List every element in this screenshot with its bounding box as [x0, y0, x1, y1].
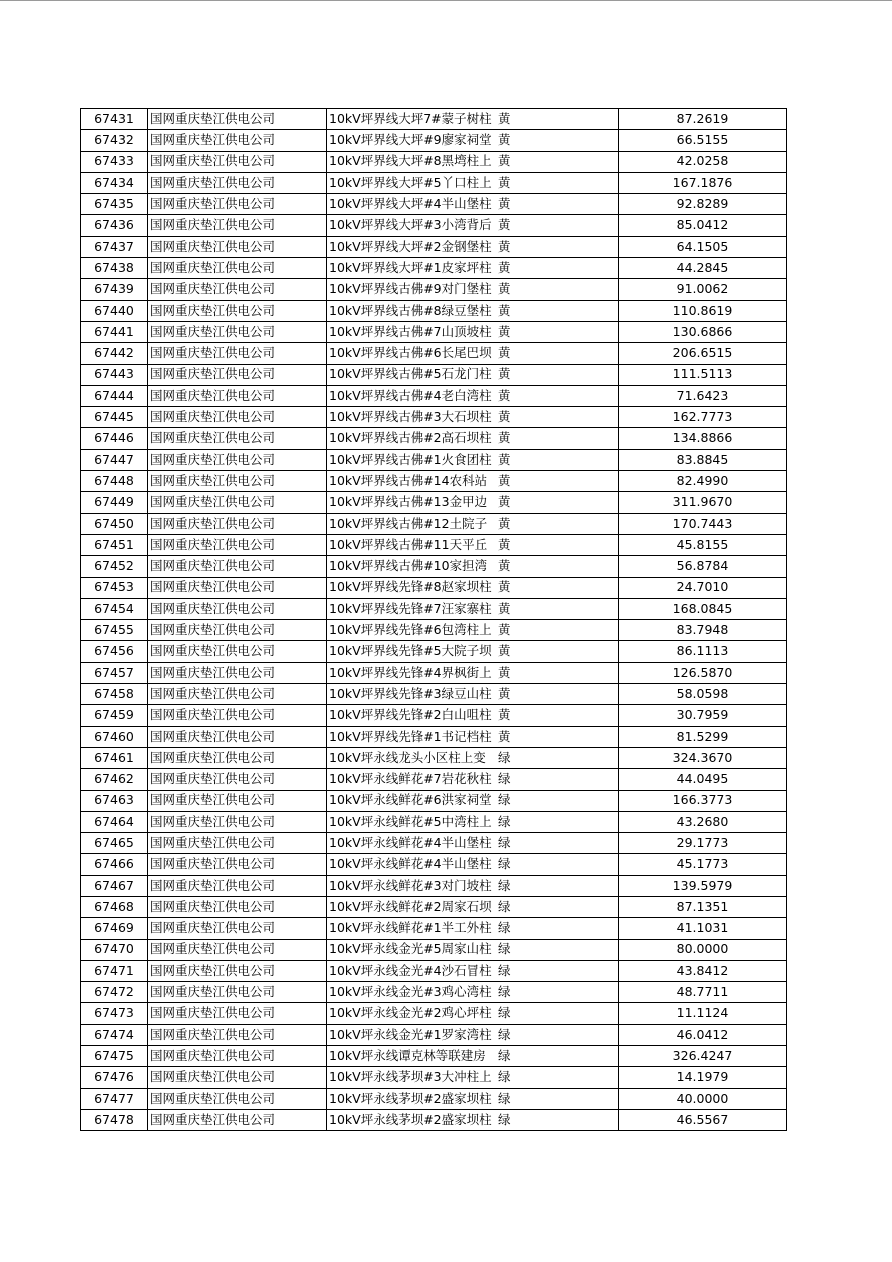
value-cell: 46.0412 — [619, 1024, 787, 1045]
row-id-cell: 67464 — [81, 811, 148, 832]
row-id-cell: 67468 — [81, 896, 148, 917]
color-level-cell: 绿 — [496, 811, 619, 832]
value-cell: 92.8289 — [619, 194, 787, 215]
line-name-cell: 10kV坪界线大坪7#蒙子树柱 — [327, 109, 497, 130]
row-id-cell: 67466 — [81, 854, 148, 875]
table-row — [81, 598, 787, 619]
value-cell: 83.7948 — [619, 620, 787, 641]
value-cell: 87.2619 — [619, 109, 787, 130]
table-row — [81, 577, 787, 598]
color-level-cell: 黄 — [496, 492, 619, 513]
row-id-cell: 67450 — [81, 513, 148, 534]
row-id-cell: 67454 — [81, 598, 148, 619]
table-row — [81, 982, 787, 1003]
table-row — [81, 747, 787, 768]
table-row — [81, 918, 787, 939]
row-id-cell: 67447 — [81, 449, 148, 470]
table-row — [81, 428, 787, 449]
color-level-cell: 绿 — [496, 1088, 619, 1109]
row-id-cell: 67460 — [81, 726, 148, 747]
line-name-cell: 10kV坪永线鲜花#3对门坡柱 — [327, 875, 497, 896]
color-level-cell: 绿 — [496, 790, 619, 811]
value-cell: 46.5567 — [619, 1109, 787, 1130]
company-cell: 国网重庆垫江供电公司 — [148, 811, 327, 832]
company-cell: 国网重庆垫江供电公司 — [148, 194, 327, 215]
line-name-cell: 10kV坪界线古佛#1火食团柱 — [327, 449, 497, 470]
row-id-cell: 67455 — [81, 620, 148, 641]
company-cell: 国网重庆垫江供电公司 — [148, 598, 327, 619]
row-id-cell: 67476 — [81, 1067, 148, 1088]
row-id-cell: 67478 — [81, 1109, 148, 1130]
table-row — [81, 1109, 787, 1130]
line-name-cell: 10kV坪永线鲜花#6洪家祠堂 — [327, 790, 497, 811]
value-cell: 110.8619 — [619, 300, 787, 321]
table-row — [81, 620, 787, 641]
line-name-cell: 10kV坪界线古佛#13金甲边 — [327, 492, 497, 513]
line-name-cell: 10kV坪永线鲜花#7岩花秋柱 — [327, 769, 497, 790]
value-cell: 64.1505 — [619, 236, 787, 257]
table-row — [81, 1088, 787, 1109]
value-cell: 80.0000 — [619, 939, 787, 960]
row-id-cell: 67471 — [81, 960, 148, 981]
table-row — [81, 279, 787, 300]
value-cell: 324.3670 — [619, 747, 787, 768]
line-name-cell: 10kV坪界线大坪#3小湾背后 — [327, 215, 497, 236]
table-row — [81, 471, 787, 492]
value-cell: 71.6423 — [619, 385, 787, 406]
table-row — [81, 875, 787, 896]
value-cell: 126.5870 — [619, 662, 787, 683]
color-level-cell: 黄 — [496, 215, 619, 236]
table-row — [81, 939, 787, 960]
value-cell: 44.0495 — [619, 769, 787, 790]
table-row — [81, 321, 787, 342]
color-level-cell: 黄 — [496, 172, 619, 193]
color-level-cell: 黄 — [496, 151, 619, 172]
line-name-cell: 10kV坪永线鲜花#4半山堡柱 — [327, 833, 497, 854]
table-row — [81, 492, 787, 513]
row-id-cell: 67474 — [81, 1024, 148, 1045]
table-row — [81, 194, 787, 215]
row-id-cell: 67452 — [81, 556, 148, 577]
value-cell: 29.1773 — [619, 833, 787, 854]
table-row — [81, 833, 787, 854]
line-name-cell: 10kV坪永线茅坝#3大冲柱上 — [327, 1067, 497, 1088]
row-id-cell: 67444 — [81, 385, 148, 406]
value-cell: 43.2680 — [619, 811, 787, 832]
company-cell: 国网重庆垫江供电公司 — [148, 1088, 327, 1109]
row-id-cell: 67431 — [81, 109, 148, 130]
company-cell: 国网重庆垫江供电公司 — [148, 641, 327, 662]
line-name-cell: 10kV坪界线先锋#2白山咀柱 — [327, 705, 497, 726]
value-cell: 139.5979 — [619, 875, 787, 896]
page-top-border — [0, 0, 892, 1]
value-cell: 30.7959 — [619, 705, 787, 726]
row-id-cell: 67441 — [81, 321, 148, 342]
row-id-cell: 67436 — [81, 215, 148, 236]
line-name-cell: 10kV坪永线鲜花#4半山堡柱 — [327, 854, 497, 875]
color-level-cell: 黄 — [496, 684, 619, 705]
row-id-cell: 67462 — [81, 769, 148, 790]
line-name-cell: 10kV坪界线先锋#8赵家坝柱 — [327, 577, 497, 598]
company-cell: 国网重庆垫江供电公司 — [148, 684, 327, 705]
row-id-cell: 67470 — [81, 939, 148, 960]
value-cell: 45.1773 — [619, 854, 787, 875]
company-cell: 国网重庆垫江供电公司 — [148, 279, 327, 300]
color-level-cell: 黄 — [496, 130, 619, 151]
row-id-cell: 67458 — [81, 684, 148, 705]
line-name-cell: 10kV坪界线古佛#3大石坝柱 — [327, 407, 497, 428]
company-cell: 国网重庆垫江供电公司 — [148, 790, 327, 811]
value-cell: 41.1031 — [619, 918, 787, 939]
line-name-cell: 10kV坪界线先锋#7汪家寨柱 — [327, 598, 497, 619]
value-cell: 111.5113 — [619, 364, 787, 385]
row-id-cell: 67438 — [81, 258, 148, 279]
table-row — [81, 1046, 787, 1067]
value-cell: 66.5155 — [619, 130, 787, 151]
color-level-cell: 黄 — [496, 577, 619, 598]
company-cell: 国网重庆垫江供电公司 — [148, 705, 327, 726]
color-level-cell: 黄 — [496, 449, 619, 470]
company-cell: 国网重庆垫江供电公司 — [148, 769, 327, 790]
table-row — [81, 726, 787, 747]
company-cell: 国网重庆垫江供电公司 — [148, 896, 327, 917]
line-name-cell: 10kV坪永线鲜花#2周家石坝 — [327, 896, 497, 917]
line-name-cell: 10kV坪界线古佛#14农科站 — [327, 471, 497, 492]
company-cell: 国网重庆垫江供电公司 — [148, 343, 327, 364]
value-cell: 130.6866 — [619, 321, 787, 342]
row-id-cell: 67475 — [81, 1046, 148, 1067]
table-row — [81, 1024, 787, 1045]
line-name-cell: 10kV坪界线古佛#4老白湾柱 — [327, 385, 497, 406]
value-cell: 85.0412 — [619, 215, 787, 236]
company-cell: 国网重庆垫江供电公司 — [148, 428, 327, 449]
value-cell: 24.7010 — [619, 577, 787, 598]
company-cell: 国网重庆垫江供电公司 — [148, 1046, 327, 1067]
row-id-cell: 67437 — [81, 236, 148, 257]
color-level-cell: 绿 — [496, 896, 619, 917]
table-row — [81, 684, 787, 705]
color-level-cell: 绿 — [496, 875, 619, 896]
table-row — [81, 300, 787, 321]
company-cell: 国网重庆垫江供电公司 — [148, 130, 327, 151]
table-row — [81, 513, 787, 534]
value-cell: 83.8845 — [619, 449, 787, 470]
color-level-cell: 绿 — [496, 1003, 619, 1024]
data-table — [80, 108, 787, 1131]
table-row — [81, 385, 787, 406]
company-cell: 国网重庆垫江供电公司 — [148, 449, 327, 470]
row-id-cell: 67457 — [81, 662, 148, 683]
company-cell: 国网重庆垫江供电公司 — [148, 982, 327, 1003]
company-cell: 国网重庆垫江供电公司 — [148, 854, 327, 875]
value-cell: 166.3773 — [619, 790, 787, 811]
company-cell: 国网重庆垫江供电公司 — [148, 364, 327, 385]
color-level-cell: 黄 — [496, 407, 619, 428]
line-name-cell: 10kV坪界线古佛#7山顶坡柱 — [327, 321, 497, 342]
company-cell: 国网重庆垫江供电公司 — [148, 620, 327, 641]
row-id-cell: 67469 — [81, 918, 148, 939]
value-cell: 40.0000 — [619, 1088, 787, 1109]
table-row — [81, 1067, 787, 1088]
color-level-cell: 黄 — [496, 428, 619, 449]
color-level-cell: 黄 — [496, 598, 619, 619]
table-row — [81, 556, 787, 577]
table-row — [81, 449, 787, 470]
row-id-cell: 67442 — [81, 343, 148, 364]
color-level-cell: 黄 — [496, 343, 619, 364]
table-row — [81, 662, 787, 683]
color-level-cell: 黄 — [496, 662, 619, 683]
company-cell: 国网重庆垫江供电公司 — [148, 407, 327, 428]
value-cell: 42.0258 — [619, 151, 787, 172]
color-level-cell: 黄 — [496, 641, 619, 662]
value-cell: 167.1876 — [619, 172, 787, 193]
company-cell: 国网重庆垫江供电公司 — [148, 534, 327, 555]
row-id-cell: 67448 — [81, 471, 148, 492]
company-cell: 国网重庆垫江供电公司 — [148, 918, 327, 939]
table-row — [81, 854, 787, 875]
line-name-cell: 10kV坪永线金光#5周家山柱 — [327, 939, 497, 960]
company-cell: 国网重庆垫江供电公司 — [148, 385, 327, 406]
color-level-cell: 黄 — [496, 300, 619, 321]
row-id-cell: 67463 — [81, 790, 148, 811]
line-name-cell: 10kV坪永线茅坝#2盛家坝柱 — [327, 1088, 497, 1109]
company-cell: 国网重庆垫江供电公司 — [148, 1003, 327, 1024]
row-id-cell: 67433 — [81, 151, 148, 172]
table-body — [81, 109, 787, 1131]
color-level-cell: 黄 — [496, 194, 619, 215]
company-cell: 国网重庆垫江供电公司 — [148, 513, 327, 534]
line-name-cell: 10kV坪界线先锋#3绿豆山柱 — [327, 684, 497, 705]
value-cell: 134.8866 — [619, 428, 787, 449]
company-cell: 国网重庆垫江供电公司 — [148, 321, 327, 342]
company-cell: 国网重庆垫江供电公司 — [148, 215, 327, 236]
color-level-cell: 绿 — [496, 769, 619, 790]
row-id-cell: 67439 — [81, 279, 148, 300]
color-level-cell: 黄 — [496, 236, 619, 257]
row-id-cell: 67465 — [81, 833, 148, 854]
color-level-cell: 黄 — [496, 258, 619, 279]
color-level-cell: 绿 — [496, 854, 619, 875]
company-cell: 国网重庆垫江供电公司 — [148, 258, 327, 279]
company-cell: 国网重庆垫江供电公司 — [148, 875, 327, 896]
color-level-cell: 黄 — [496, 705, 619, 726]
line-name-cell: 10kV坪界线大坪#2金钢堡柱 — [327, 236, 497, 257]
row-id-cell: 67461 — [81, 747, 148, 768]
value-cell: 86.1113 — [619, 641, 787, 662]
color-level-cell: 绿 — [496, 1109, 619, 1130]
row-id-cell: 67449 — [81, 492, 148, 513]
company-cell: 国网重庆垫江供电公司 — [148, 960, 327, 981]
table-row — [81, 811, 787, 832]
value-cell: 45.8155 — [619, 534, 787, 555]
table-row — [81, 258, 787, 279]
row-id-cell: 67432 — [81, 130, 148, 151]
line-name-cell: 10kV坪界线先锋#4界枫街上 — [327, 662, 497, 683]
table-row — [81, 151, 787, 172]
value-cell: 170.7443 — [619, 513, 787, 534]
row-id-cell: 67440 — [81, 300, 148, 321]
company-cell: 国网重庆垫江供电公司 — [148, 1024, 327, 1045]
line-name-cell: 10kV坪永线鲜花#5中湾柱上 — [327, 811, 497, 832]
value-cell: 87.1351 — [619, 896, 787, 917]
color-level-cell: 黄 — [496, 620, 619, 641]
line-name-cell: 10kV坪永线茅坝#2盛家坝柱 — [327, 1109, 497, 1130]
line-name-cell: 10kV坪界线先锋#5大院子坝 — [327, 641, 497, 662]
table-row — [81, 960, 787, 981]
row-id-cell: 67445 — [81, 407, 148, 428]
company-cell: 国网重庆垫江供电公司 — [148, 939, 327, 960]
company-cell: 国网重庆垫江供电公司 — [148, 236, 327, 257]
table-row — [81, 130, 787, 151]
table-row — [81, 790, 787, 811]
row-id-cell: 67443 — [81, 364, 148, 385]
color-level-cell: 黄 — [496, 513, 619, 534]
line-name-cell: 10kV坪界线古佛#10家担湾 — [327, 556, 497, 577]
company-cell: 国网重庆垫江供电公司 — [148, 577, 327, 598]
table-row — [81, 364, 787, 385]
table-row — [81, 769, 787, 790]
line-name-cell: 10kV坪界线大坪#8黑塆柱上 — [327, 151, 497, 172]
value-cell: 44.2845 — [619, 258, 787, 279]
color-level-cell: 黄 — [496, 534, 619, 555]
color-level-cell: 绿 — [496, 1024, 619, 1045]
company-cell: 国网重庆垫江供电公司 — [148, 747, 327, 768]
value-cell: 311.9670 — [619, 492, 787, 513]
value-cell: 48.7711 — [619, 982, 787, 1003]
row-id-cell: 67472 — [81, 982, 148, 1003]
line-name-cell: 10kV坪界线古佛#6长尾巴坝 — [327, 343, 497, 364]
table-row — [81, 534, 787, 555]
color-level-cell: 黄 — [496, 279, 619, 300]
line-name-cell: 10kV坪界线古佛#8绿豆堡柱 — [327, 300, 497, 321]
table-row — [81, 343, 787, 364]
line-name-cell: 10kV坪永线金光#2鸡心坪柱 — [327, 1003, 497, 1024]
line-name-cell: 10kV坪界线大坪#9廖家祠堂 — [327, 130, 497, 151]
table-row — [81, 215, 787, 236]
table-row — [81, 109, 787, 130]
line-name-cell: 10kV坪永线龙头小区柱上变 — [327, 747, 497, 768]
value-cell: 11.1124 — [619, 1003, 787, 1024]
value-cell: 58.0598 — [619, 684, 787, 705]
line-name-cell: 10kV坪界线古佛#9对门堡柱 — [327, 279, 497, 300]
line-name-cell: 10kV坪界线先锋#1书记档柱 — [327, 726, 497, 747]
color-level-cell: 黄 — [496, 556, 619, 577]
value-cell: 91.0062 — [619, 279, 787, 300]
color-level-cell: 黄 — [496, 385, 619, 406]
color-level-cell: 绿 — [496, 1046, 619, 1067]
color-level-cell: 绿 — [496, 833, 619, 854]
company-cell: 国网重庆垫江供电公司 — [148, 492, 327, 513]
line-name-cell: 10kV坪界线古佛#2高石坝柱 — [327, 428, 497, 449]
company-cell: 国网重庆垫江供电公司 — [148, 556, 327, 577]
company-cell: 国网重庆垫江供电公司 — [148, 109, 327, 130]
company-cell: 国网重庆垫江供电公司 — [148, 1109, 327, 1130]
company-cell: 国网重庆垫江供电公司 — [148, 726, 327, 747]
line-name-cell: 10kV坪界线古佛#12土院子 — [327, 513, 497, 534]
line-name-cell: 10kV坪永线金光#3鸡心湾柱 — [327, 982, 497, 1003]
color-level-cell: 黄 — [496, 321, 619, 342]
value-cell: 14.1979 — [619, 1067, 787, 1088]
row-id-cell: 67467 — [81, 875, 148, 896]
row-id-cell: 67456 — [81, 641, 148, 662]
value-cell: 82.4990 — [619, 471, 787, 492]
value-cell: 81.5299 — [619, 726, 787, 747]
table-row — [81, 641, 787, 662]
value-cell: 43.8412 — [619, 960, 787, 981]
row-id-cell: 67473 — [81, 1003, 148, 1024]
row-id-cell: 67434 — [81, 172, 148, 193]
color-level-cell: 绿 — [496, 982, 619, 1003]
color-level-cell: 绿 — [496, 918, 619, 939]
value-cell: 162.7773 — [619, 407, 787, 428]
company-cell: 国网重庆垫江供电公司 — [148, 833, 327, 854]
row-id-cell: 67477 — [81, 1088, 148, 1109]
value-cell: 168.0845 — [619, 598, 787, 619]
line-name-cell: 10kV坪界线古佛#5石龙门柱 — [327, 364, 497, 385]
line-name-cell: 10kV坪永线谭克林等联建房 — [327, 1046, 497, 1067]
company-cell: 国网重庆垫江供电公司 — [148, 300, 327, 321]
row-id-cell: 67459 — [81, 705, 148, 726]
color-level-cell: 黄 — [496, 726, 619, 747]
company-cell: 国网重庆垫江供电公司 — [148, 662, 327, 683]
color-level-cell: 黄 — [496, 364, 619, 385]
company-cell: 国网重庆垫江供电公司 — [148, 1067, 327, 1088]
value-cell: 206.6515 — [619, 343, 787, 364]
color-level-cell: 绿 — [496, 1067, 619, 1088]
line-name-cell: 10kV坪界线大坪#5丫口柱上 — [327, 172, 497, 193]
line-name-cell: 10kV坪界线大坪#1皮家坪柱 — [327, 258, 497, 279]
line-name-cell: 10kV坪界线大坪#4半山堡柱 — [327, 194, 497, 215]
line-name-cell: 10kV坪永线鲜花#1半工外柱 — [327, 918, 497, 939]
line-name-cell: 10kV坪永线金光#4沙石冒柱 — [327, 960, 497, 981]
row-id-cell: 67446 — [81, 428, 148, 449]
value-cell: 326.4247 — [619, 1046, 787, 1067]
table-row — [81, 172, 787, 193]
company-cell: 国网重庆垫江供电公司 — [148, 151, 327, 172]
row-id-cell: 67453 — [81, 577, 148, 598]
table-row — [81, 896, 787, 917]
color-level-cell: 绿 — [496, 747, 619, 768]
color-level-cell: 绿 — [496, 960, 619, 981]
row-id-cell: 67435 — [81, 194, 148, 215]
table-row — [81, 407, 787, 428]
table-row — [81, 236, 787, 257]
row-id-cell: 67451 — [81, 534, 148, 555]
line-name-cell: 10kV坪永线金光#1罗家湾柱 — [327, 1024, 497, 1045]
table-row — [81, 1003, 787, 1024]
line-name-cell: 10kV坪界线先锋#6包湾柱上 — [327, 620, 497, 641]
color-level-cell: 黄 — [496, 471, 619, 492]
value-cell: 56.8784 — [619, 556, 787, 577]
color-level-cell: 绿 — [496, 939, 619, 960]
company-cell: 国网重庆垫江供电公司 — [148, 172, 327, 193]
line-name-cell: 10kV坪界线古佛#11天平丘 — [327, 534, 497, 555]
table-row — [81, 705, 787, 726]
color-level-cell: 黄 — [496, 109, 619, 130]
company-cell: 国网重庆垫江供电公司 — [148, 471, 327, 492]
